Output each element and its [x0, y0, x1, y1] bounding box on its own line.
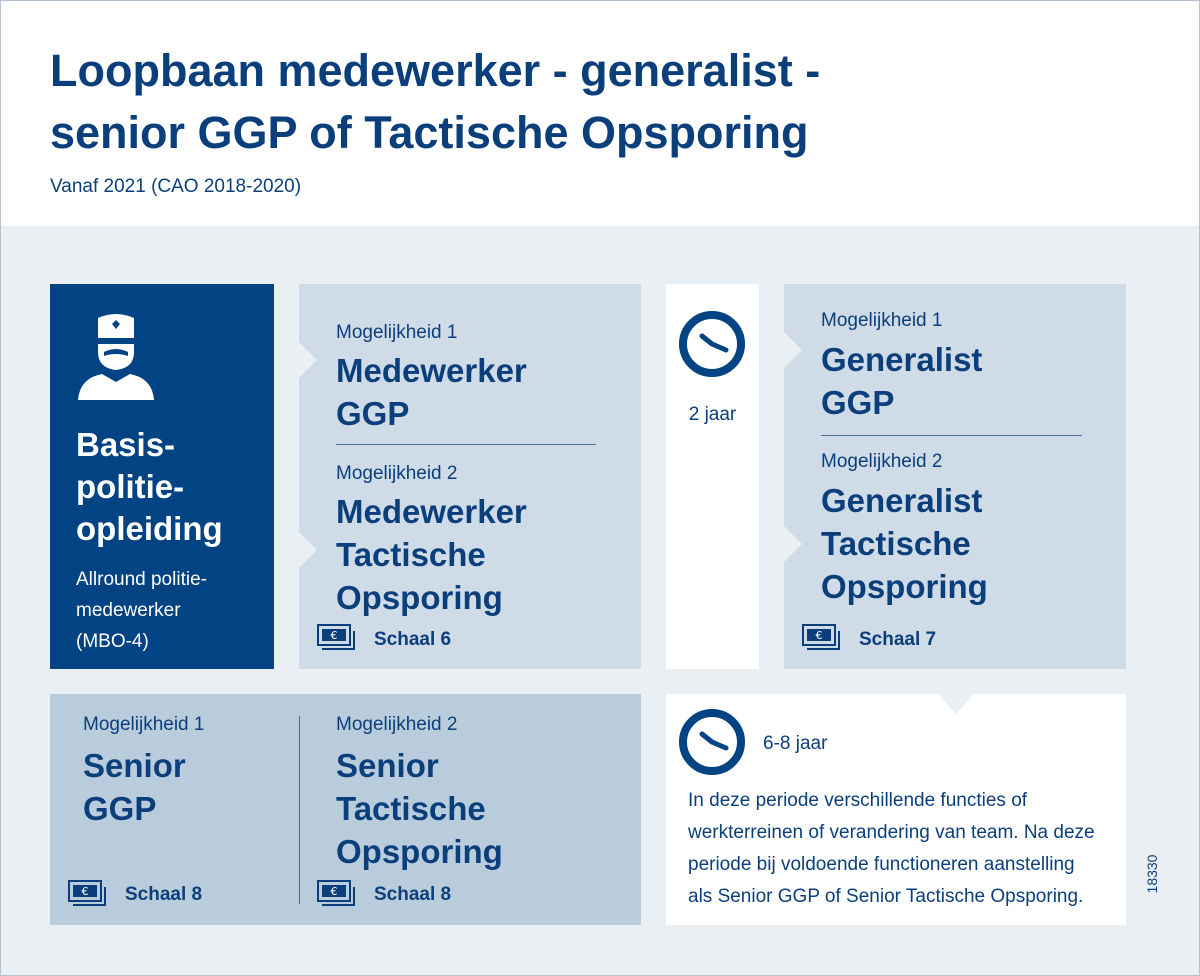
option-label: Mogelijkheid 1	[821, 310, 943, 331]
option-title: Senior GGP	[83, 747, 186, 827]
duration-label: 2 jaar	[688, 404, 737, 425]
schaal-label: Schaal 8	[125, 884, 203, 905]
page-subtitle: Vanaf 2021 (CAO 2018-2020)	[50, 176, 302, 197]
option-label: Mogelijkheid 2	[336, 463, 458, 484]
schaal-label: Schaal 7	[859, 629, 937, 650]
duration-description: In deze periode verschillende functies of werkterreinen of verandering van team. Na deze periode bij voldoende functioneren aanstelling als Senior GGP of Senior Tactische Opsporing.	[688, 790, 1095, 907]
svg-text:€: €	[330, 885, 338, 898]
option-title: Generalist GGP	[821, 341, 983, 421]
option-title: Medewerker Tactische Opsporing	[336, 493, 527, 616]
image-code: 18330	[1144, 854, 1160, 894]
schaal-label: Schaal 8	[374, 884, 452, 905]
svg-text:€: €	[815, 629, 823, 642]
basis-title: Basis- politie- opleiding	[76, 426, 223, 547]
basis-description: Allround politie- medewerker (MBO-4)	[76, 569, 207, 652]
option-label: Mogelijkheid 1	[336, 322, 458, 343]
option-title: Medewerker GGP	[336, 352, 527, 432]
option-label: Mogelijkheid 2	[336, 714, 458, 735]
duration-label: 6-8 jaar	[763, 733, 828, 754]
title-line-2: senior GGP of Tactische Opsporing	[50, 107, 809, 158]
title-line-1: Loopbaan medewerker - generalist -	[50, 45, 821, 96]
option-title: Generalist Tactische Opsporing	[821, 482, 988, 605]
option-label: Mogelijkheid 2	[821, 451, 943, 472]
schaal-label: Schaal 6	[374, 629, 452, 650]
option-label: Mogelijkheid 1	[83, 714, 205, 735]
svg-text:€: €	[81, 885, 89, 898]
option-title: Senior Tactische Opsporing	[336, 747, 503, 870]
svg-text:€: €	[330, 629, 338, 642]
